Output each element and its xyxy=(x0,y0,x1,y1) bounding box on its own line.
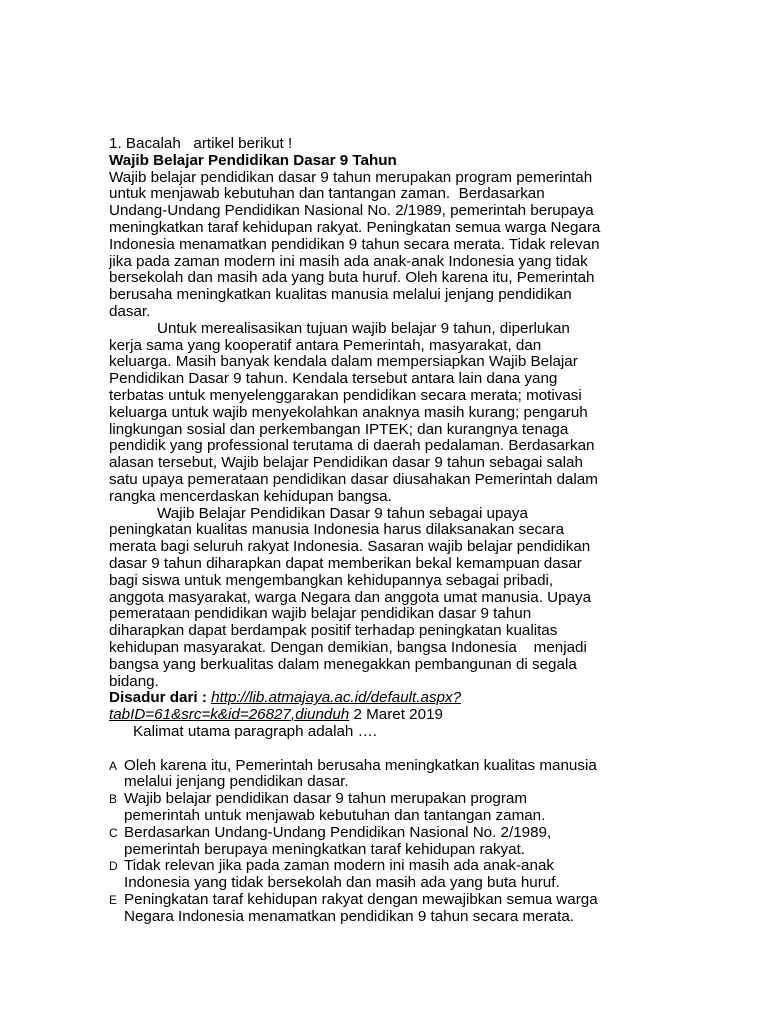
option-text-line: Berdasarkan Undang-Undang Pendidikan Nasional No. 2/1989, xyxy=(124,823,552,841)
article-line: terbatas untuk menyelenggarakan pendidikan secara merata; motivasi xyxy=(109,386,582,404)
article-line: kerja sama yang kooperatif antara Pemerintah, masyarakat, dan xyxy=(109,336,542,354)
article-line: Wajib Belajar Pendidikan Dasar 9 tahun sebagai upaya xyxy=(157,504,528,522)
article-line: berusaha meningkatkan kualitas manusia melalui jenjang pendidikan xyxy=(109,286,572,304)
option-letter: E xyxy=(109,893,118,908)
answer-option-c[interactable] xyxy=(109,825,629,859)
article-line: bidang. xyxy=(109,672,159,690)
article-line: untuk menjawab kebutuhan dan tantangan zaman. Berdasarkan xyxy=(109,185,545,203)
option-letter: A xyxy=(109,758,118,773)
option-letter: D xyxy=(109,859,118,874)
article-line: dasar. xyxy=(109,302,151,320)
article-line: Indonesia menamatkan pendidikan 9 tahun secara merata. Tidak relevan xyxy=(109,235,600,253)
option-text xyxy=(124,892,629,926)
option-text-line: Tidak relevan jika pada zaman modern ini masih ada anak-anak xyxy=(124,857,554,875)
option-text-line: Oleh karena itu, Pemerintah berusaha meningkatkan kualitas manusia xyxy=(124,756,597,774)
article-line: alasan tersebut, Wajib belajar Pendidikan dasar 9 tahun sebagai salah xyxy=(109,454,583,472)
article-line: Wajib belajar pendidikan dasar 9 tahun merupakan program pemerintah xyxy=(109,168,593,186)
article-line: Untuk merealisasikan tujuan wajib belajar 9 tahun, diperlukan xyxy=(157,319,570,337)
article-line: rangka mencerdaskan kehidupan bangsa. xyxy=(109,487,392,505)
source-label: Disadur dari : xyxy=(109,689,212,707)
document-page xyxy=(109,136,629,926)
option-text-line: Peningkatan taraf kehidupan rakyat dengan mewajibkan semua warga xyxy=(124,891,598,909)
option-text-line: pemerintah berupaya meningkatkan taraf kehidupan rakyat. xyxy=(124,840,526,858)
option-text-line: Indonesia yang tidak bersekolah dan masih ada yang buta huruf. xyxy=(124,874,560,892)
source-citation xyxy=(109,690,629,724)
source-link-line-2[interactable]: tabID=61&src=k&id=26827 xyxy=(109,706,291,724)
option-text xyxy=(124,758,629,792)
article-line: lingkungan sosial dan perkembangan IPTEK; dan kurangnya tenaga xyxy=(109,420,569,438)
question-prompt: Kalimat utama paragraph adalah …. xyxy=(133,722,377,740)
article-line: keluarga untuk wajib menyekolahkan anaknya masih kurang; pengaruh xyxy=(109,403,588,421)
article-line: pemerataan pendidikan wajib belajar pendidikan dasar 9 tahun xyxy=(109,605,532,623)
answer-option-e[interactable] xyxy=(109,892,629,926)
article-paragraph-2 xyxy=(109,321,629,506)
answer-option-d[interactable] xyxy=(109,858,629,892)
article-line: anggota masyarakat, warga Negara dan anggota umat manusia. Upaya xyxy=(109,588,592,606)
article-line: pendidik yang professional terutama di daerah pedalaman. Berdasarkan xyxy=(109,437,595,455)
article-line: merata bagi seluruh rakyat Indonesia. Sasaran wajib belajar pendidikan xyxy=(109,538,591,556)
article-line: meningkatkan taraf kehidupan rakyat. Peningkatan semua warga Negara xyxy=(109,218,601,236)
option-text-line: Negara Indonesia menamatkan pendidikan 9 tahun secara merata. xyxy=(124,907,575,925)
article-line: keluarga. Masih banyak kendala dalam mempersiapkan Wajib Belajar xyxy=(109,353,578,371)
option-text-line: Wajib belajar pendidikan dasar 9 tahun merupakan program xyxy=(124,790,527,808)
article-line: bangsa yang berkualitas dalam menegakkan pembangunan di segala xyxy=(109,655,577,673)
article-paragraph-1 xyxy=(109,170,629,321)
option-text-line: melalui jenjang pendidikan dasar. xyxy=(124,773,349,791)
article-line: satu upaya pemerataan pendidikan dasar diusahakan Pemerintah dalam xyxy=(109,470,598,488)
article-title: Wajib Belajar Pendidikan Dasar 9 Tahun xyxy=(109,151,397,169)
source-link-line-1[interactable]: http://lib.atmajaya.ac.id/default.aspx? xyxy=(211,689,462,707)
article-line: jika pada zaman modern ini masih ada anak-anak Indonesia yang tidak xyxy=(109,252,588,270)
option-letter: C xyxy=(109,825,118,840)
question-number: 1. Bacalah artikel berikut ! xyxy=(109,135,293,152)
article-line: peningkatan kualitas manusia Indonesia harus dilaksanakan secara xyxy=(109,521,565,539)
option-text xyxy=(124,791,629,825)
article-line: bagi siswa untuk mengembangkan kehidupannya sebagai pribadi, xyxy=(109,571,554,589)
article-line: dasar 9 tahun diharapkan dapat memberikan bekal kemampuan dasar xyxy=(109,554,582,572)
article-paragraph-3 xyxy=(109,506,629,691)
source-accessed-label[interactable]: ,diunduh xyxy=(290,706,350,724)
option-text xyxy=(124,825,629,859)
option-text xyxy=(124,858,629,892)
answer-options xyxy=(109,758,629,926)
source-date: 2 Maret 2019 xyxy=(349,706,443,724)
option-letter: B xyxy=(109,792,118,807)
article-line: bersekolah dan masih ada yang buta huruf. Oleh karena itu, Pemerintah xyxy=(109,269,595,287)
article-line: Pendidikan Dasar 9 tahun. Kendala tersebut antara lain dana yang xyxy=(109,370,558,388)
answer-option-b[interactable] xyxy=(109,791,629,825)
article-line: kehidupan masyarakat. Dengan demikian, bangsa Indonesia menjadi xyxy=(109,638,587,656)
answer-option-a[interactable] xyxy=(109,758,629,792)
article-line: Undang-Undang Pendidikan Nasional No. 2/1989, pemerintah berupaya xyxy=(109,202,594,220)
option-text-line: pemerintah untuk menjawab kebutuhan dan tantangan zaman. xyxy=(124,807,546,825)
article-line: diharapkan dapat berdampak positif terhadap peningkatan kualitas xyxy=(109,622,558,640)
